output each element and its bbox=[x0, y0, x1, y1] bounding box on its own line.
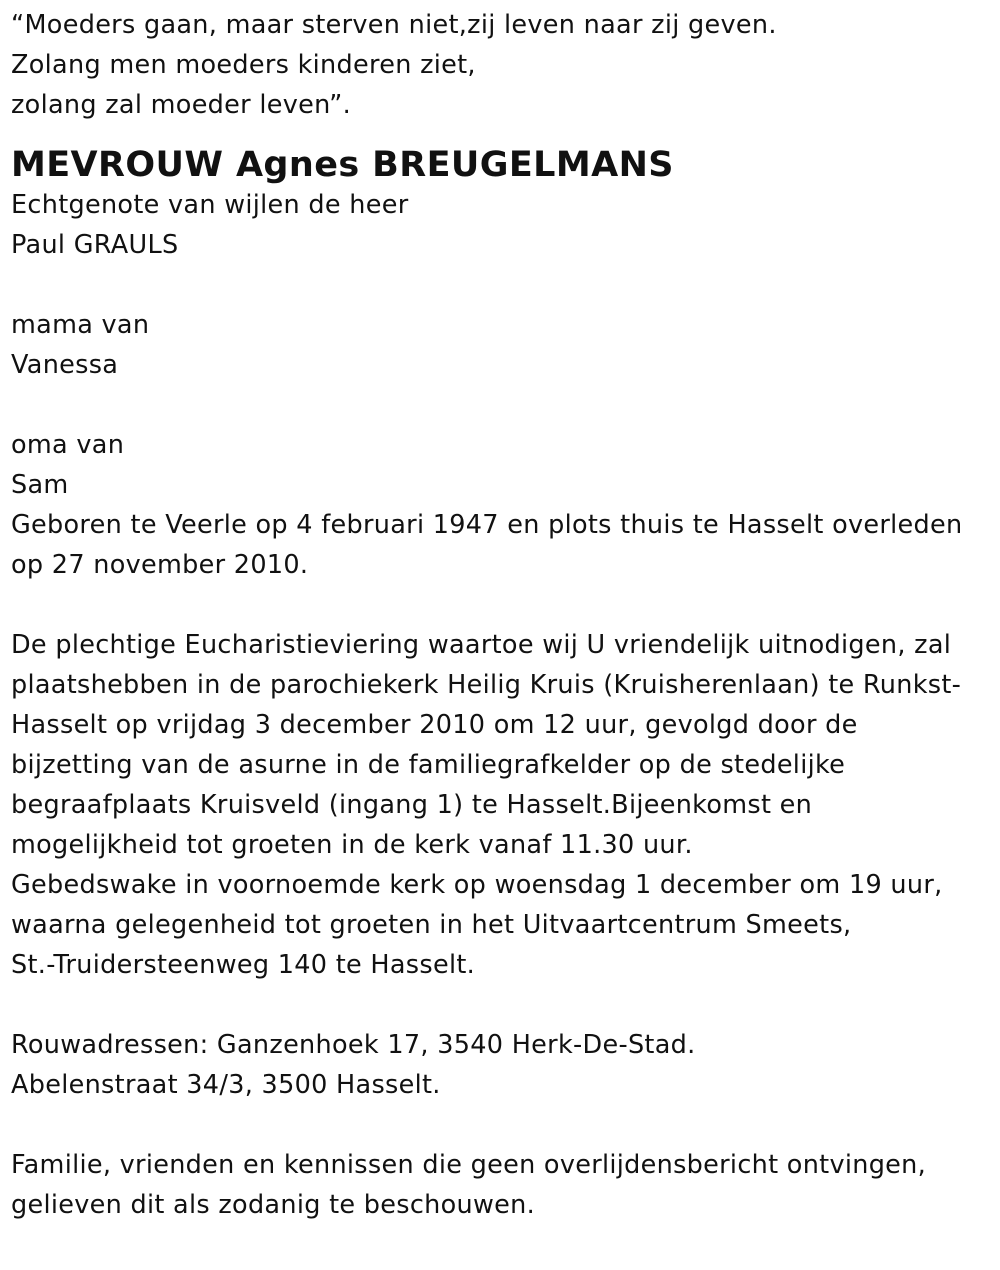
ceremony-line: St.-Truidersteenweg 140 te Hasselt. bbox=[11, 950, 476, 980]
closing-line: gelieven dit als zodanig te beschouwen. bbox=[11, 1190, 536, 1220]
quote-line: “Moeders gaan, maar sterven niet,zij leven naar zij geven. bbox=[11, 10, 777, 40]
deceased-name: MEVROUW Agnes BREUGELMANS bbox=[11, 145, 674, 185]
child-name: Vanessa bbox=[11, 350, 119, 380]
ceremony-line: plaatshebben in de parochiekerk Heilig Kruis (Kruisherenlaan) te Runkst- bbox=[11, 670, 962, 700]
closing-line: Familie, vrienden en kennissen die geen overlijdensbericht ontvingen, bbox=[11, 1150, 927, 1180]
ceremony-line: begraafplaats Kruisveld (ingang 1) te Hasselt.Bijeenkomst en bbox=[11, 790, 813, 820]
quote-line: zolang zal moeder leven”. bbox=[11, 90, 352, 120]
ceremony-line: Gebedswake in voornoemde kerk op woensdag 1 december om 19 uur, bbox=[11, 870, 943, 900]
grandmother-of-label: oma van bbox=[11, 430, 125, 460]
addresses-block bbox=[11, 1025, 996, 1105]
address-line: Abelenstraat 34/3, 3500 Hasselt. bbox=[11, 1070, 441, 1100]
birth-death-block bbox=[11, 505, 996, 585]
grandchild-name: Sam bbox=[11, 470, 69, 500]
ceremony-line: Hasselt op vrijdag 3 december 2010 om 12 uur, gevolgd door de bbox=[11, 710, 858, 740]
address-line: Rouwadressen: Ganzenhoek 17, 3540 Herk-De-Stad. bbox=[11, 1030, 696, 1060]
spacer bbox=[11, 1105, 996, 1145]
children-block bbox=[11, 305, 996, 385]
spacer bbox=[11, 585, 996, 625]
spouse-name: Paul GRAULS bbox=[11, 230, 179, 260]
closing-block bbox=[11, 1145, 996, 1225]
spacer bbox=[11, 385, 996, 425]
quote-line: Zolang men moeders kinderen ziet, bbox=[11, 50, 476, 80]
spouse-block bbox=[11, 185, 996, 265]
birth-death-line: Geboren te Veerle op 4 februari 1947 en plots thuis te Hasselt overleden bbox=[11, 510, 963, 540]
quote-block bbox=[11, 5, 996, 125]
mother-of-label: mama van bbox=[11, 310, 150, 340]
ceremony-line: mogelijkheid tot groeten in de kerk vanaf 11.30 uur. bbox=[11, 830, 693, 860]
spacer bbox=[11, 265, 996, 305]
spacer bbox=[11, 985, 996, 1025]
grandchildren-block bbox=[11, 425, 996, 505]
birth-death-line: op 27 november 2010. bbox=[11, 550, 309, 580]
ceremony-block bbox=[11, 625, 996, 985]
ceremony-line: waarna gelegenheid tot groeten in het Uitvaartcentrum Smeets, bbox=[11, 910, 852, 940]
spouse-label: Echtgenote van wijlen de heer bbox=[11, 190, 409, 220]
ceremony-line: De plechtige Eucharistieviering waartoe wij U vriendelijk uitnodigen, zal bbox=[11, 630, 952, 660]
ceremony-line: bijzetting van de asurne in de familiegrafkelder op de stedelijke bbox=[11, 750, 846, 780]
obituary-document bbox=[11, 5, 996, 1225]
